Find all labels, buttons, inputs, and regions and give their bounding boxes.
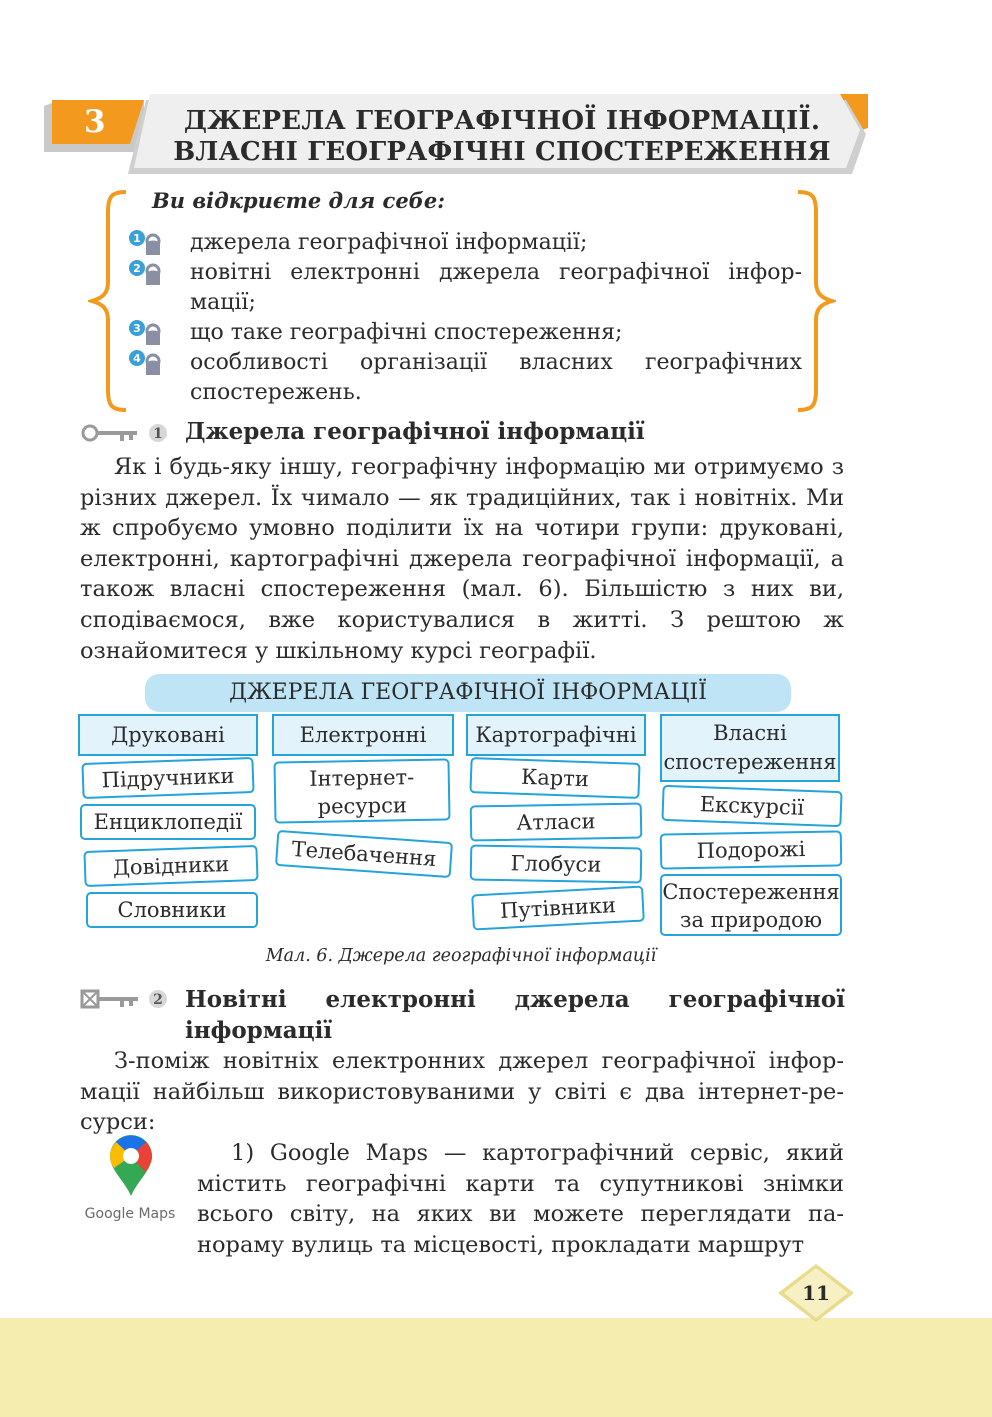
item-encyclopedias: Енциклопедії <box>80 804 256 840</box>
chapter-title-line1: ДЖЕРЕЛА ГЕОГРАФІЧНОЇ ІНФОРМАЦІЇ. <box>183 106 821 136</box>
svg-text:1: 1 <box>133 232 141 245</box>
objective-1-icon <box>128 229 166 257</box>
key-icon <box>80 422 170 444</box>
category-printed: Друковані <box>78 714 258 756</box>
objective-item: що таке географічні спостереження; <box>190 320 623 345</box>
google-maps-pin-icon <box>108 1134 154 1198</box>
item-excursions: Екскурсії <box>661 785 842 827</box>
chapter-title <box>152 106 852 168</box>
objectives-heading: Ви відкриєте для себе: <box>152 188 445 213</box>
key-icon <box>80 988 170 1010</box>
item-internet-resources: Інтернет-ресурси <box>273 758 450 823</box>
section1-heading: Джерела географічної інформації <box>185 418 645 445</box>
chapter-title-line2: ВЛАСНІ ГЕОГРАФІЧНІ СПОСТЕРЕЖЕННЯ <box>173 137 831 167</box>
section2-heading: Новітні електронні джерела географічної інформації <box>185 986 845 1044</box>
bottom-band <box>0 1318 992 1417</box>
left-brace-icon <box>88 190 128 412</box>
category-cartographic: Картографічні <box>466 714 646 756</box>
objective-4-icon <box>128 349 166 377</box>
item-maps: Карти <box>469 757 640 799</box>
item-atlases: Атласи <box>470 803 643 842</box>
section2-item1: 1) Google Maps — картографічний сервіс, який містить географічні карти та супутникові знімки всього світу, на яких ви можете переглядати панораму вулиць та місцевості, прокладати маршрут <box>197 1140 844 1258</box>
objective-3-icon <box>128 319 166 347</box>
category-electronic: Електронні <box>272 714 454 756</box>
item-textbooks: Підручники <box>81 757 254 799</box>
section2-paragraph: З-поміж новітніх електронних джерел географічної інформації найбільш використовуваними у світі є два інтернет-ресурси: <box>80 1048 844 1136</box>
category-own-observations: Власні спостереження <box>660 714 840 782</box>
objective-item: джерела географічної інформації; <box>190 230 588 255</box>
page-number: 11 <box>802 1281 830 1305</box>
svg-text:2: 2 <box>133 262 141 275</box>
section2-number: 2 <box>153 992 163 1008</box>
section1-number: 1 <box>153 426 163 442</box>
right-brace-icon <box>796 190 836 412</box>
objective-item: новітні електронні джерела географічної інформації; <box>190 260 802 315</box>
diagram-header: ДЖЕРЕЛА ГЕОГРАФІЧНОЇ ІНФОРМАЦІЇ <box>145 674 791 712</box>
google-maps-label: Google Maps <box>84 1206 176 1222</box>
item-nature-observations: Спостереження за природою <box>660 874 842 936</box>
item-reference-books: Довідники <box>83 845 258 887</box>
item-travels: Подорожі <box>660 830 843 869</box>
svg-text:4: 4 <box>133 352 141 365</box>
objective-item: особливості організації власних географічних спостережень. <box>190 350 802 405</box>
chapter-number: 3 <box>84 104 106 140</box>
item-globes: Глобуси <box>470 845 643 884</box>
objective-2-icon <box>128 259 166 287</box>
item-guidebooks: Путівники <box>471 886 645 931</box>
section1-paragraph: Як і будь-яку іншу, географічну інформацію ми отримуємо з різних джерел. Їх чимало — як традиційних, так і новітніх. Ми ж спробуємо умовно поділити їх на чотири групи: друковані, електронні, картографічні джерела географічної інформації, а також власні спостереження (мал. 6). Більшістю з них ви, сподіваємося, вже користувалися в житті. З рештою ж ознайомитеся у шкільному курсі географії. <box>80 454 844 664</box>
item-dictionaries: Словники <box>86 892 258 928</box>
figure-caption: Мал. 6. Джерела географічної інформації <box>265 946 657 966</box>
item-television: Телебачення <box>275 830 453 878</box>
svg-text:3: 3 <box>133 322 141 335</box>
